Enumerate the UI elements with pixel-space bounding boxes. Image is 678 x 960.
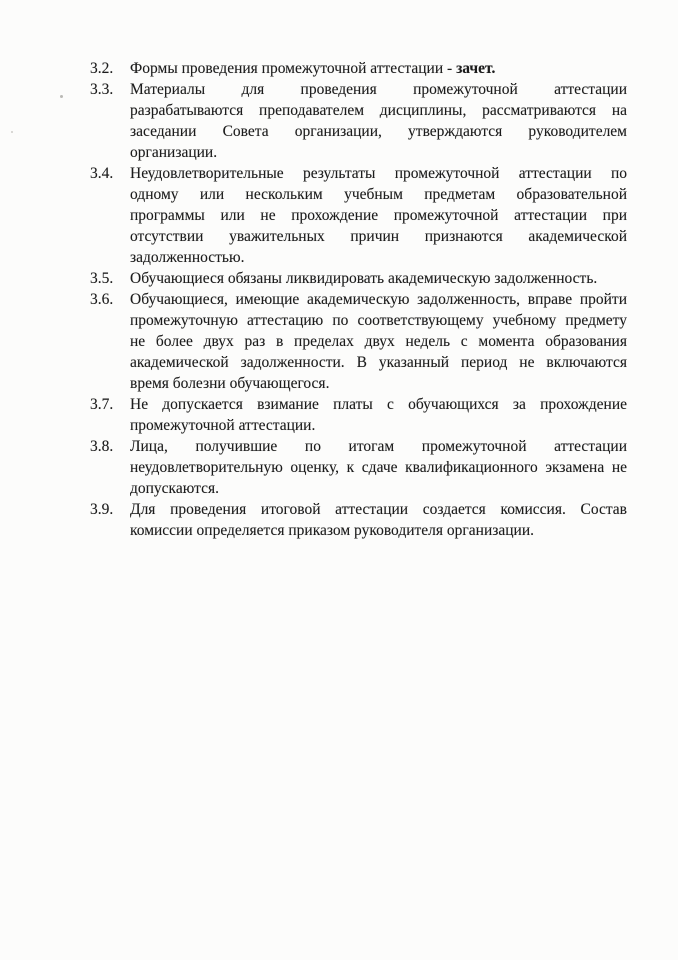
item-number: 3.6. [90,291,114,308]
text-line: не более двух раз в пределах двух недель с момента образования [130,333,627,350]
item-number: 3.7. [90,396,114,413]
text-line: академической задолженности. В указанный период не включаются [130,354,627,371]
text-line [130,58,627,79]
item-number: 3.2. [90,60,114,77]
list-item-3-3 [90,79,627,163]
scan-speck [11,131,13,133]
item-number: 3.3. [90,81,114,98]
list-item-3-8 [90,436,627,499]
item-number: 3.5. [90,270,114,287]
text-line: неудовлетворительную оценку, к сдаче квалификационного экзамена не [130,459,627,476]
text-line: Материалы для проведения промежуточной аттестации [130,81,627,98]
item-body [130,163,627,268]
scan-speck [60,95,63,98]
item-body [130,79,627,163]
list-item-3-9 [90,499,627,541]
item-body [130,436,627,499]
list-item-3-5 [90,268,627,289]
item-body [130,268,627,289]
text-line: заседании Совета организации, утверждаются руководителем [130,123,627,140]
list-item-3-6 [90,289,627,394]
text-line: допускаются. [130,480,219,497]
bold-term: зачет. [456,60,496,77]
list-item-3-4 [90,163,627,268]
text-line: программы или не прохождение промежуточной аттестации при [130,207,627,224]
text-line: организации. [130,144,218,161]
item-body [130,394,627,436]
item-number: 3.4. [90,165,114,182]
item-number: 3.9. [90,501,114,518]
text-line: Обучающиеся обязаны ликвидировать академическую задолженность. [130,270,598,287]
text-line: Не допускается взимание платы с обучающихся за прохождение [130,396,627,413]
text-line: отсутствии уважительных причин признаются академической [130,228,627,245]
text-line: Обучающиеся, имеющие академическую задолженность, вправе пройти [130,291,627,308]
text-line: одному или нескольким учебным предметам образовательной [130,186,627,203]
text-line: комиссии определяется приказом руководителя организации. [130,522,535,539]
text-line: задолженностью. [130,249,245,266]
item-body [130,289,627,394]
text-line: Лица, получившие по итогам промежуточной аттестации [130,438,627,455]
text-line: промежуточной аттестации. [130,417,316,434]
text-line: промежуточную аттестацию по соответствующему учебному предмету [130,312,627,329]
item-body [130,58,627,79]
text-line: Неудовлетворительные результаты промежуточной аттестации по [130,165,627,182]
item-lead-text: Формы проведения промежуточной аттестации - [130,60,457,77]
text-line: время болезни обучающегося. [130,375,330,392]
list-item-3-2 [90,58,627,79]
text-line: разрабатываются преподавателем дисциплины, рассматриваются на [130,102,627,119]
item-number: 3.8. [90,438,114,455]
item-body [130,499,627,541]
list-item-3-7 [90,394,627,436]
document-text [90,58,627,541]
text-line: Для проведения итоговой аттестации создается комиссия. Состав [130,501,627,518]
